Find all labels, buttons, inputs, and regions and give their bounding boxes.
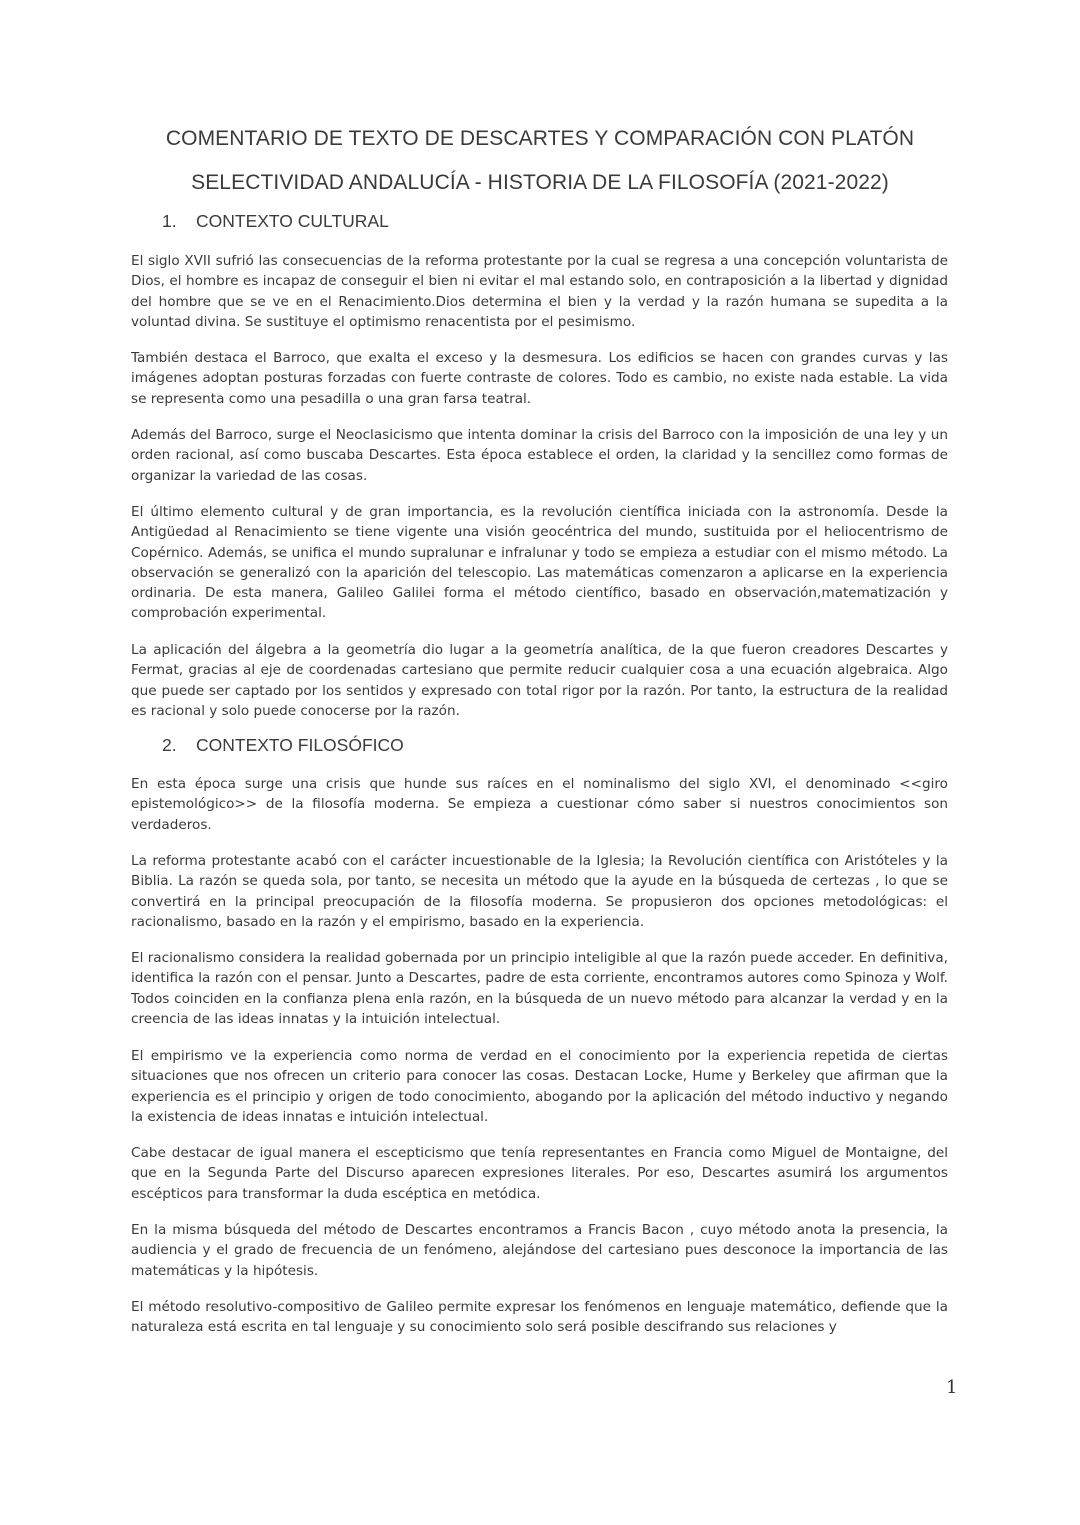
paragraph: El último elemento cultural y de gran importancia, es la revolución científica iniciada con la astronomía. Desde la Antigüedad al Renacimiento se tiene vigente una visión geocéntrica del mundo, sustituida por el heliocentrismo de Copérnico. Además, se unifica el mundo supralunar e infralunar y todo se empieza a estudiar con el mismo método. La observación se generalizó con la aparición del telescopio. Las matemáticas comenzaron a aplicarse en la experiencia ordinaria. De esta manera, Galileo Galilei forma el método científico, basado en observación,matematización y comprobación experimental. [131, 504, 948, 622]
paragraph: La aplicación del álgebra a la geometría dio lugar a la geometría analítica, de la que fueron creadores Descartes y Fermat, gracias al eje de coordenadas cartesiano que permite reducir cualquier cosa a una ecuación algebraica. Algo que puede ser captado por los sentidos y expresado con total rigor por la razón. Por tanto, la estructura de la realidad es racional y solo puede conocerse por la razón. [131, 642, 948, 719]
paragraph: En la misma búsqueda del método de Descartes encontramos a Francis Bacon , cuyo método anota la presencia, la audiencia y el grado de frecuencia de un fenómeno, alejándose del cartesiano pues desconoce la importancia de las matemáticas y la hipótesis. [131, 1222, 948, 1279]
page-number: 1 [946, 1377, 958, 1398]
paragraph: El racionalismo considera la realidad gobernada por un principio inteligible al que la razón puede acceder. En definitiva, identifica la razón con el pensar. Junto a Descartes, padre de esta corriente, encontramos autores como Spinoza y Wolf. Todos coinciden en la confianza plena enla razón, en la búsqueda de un nuevo método para alcanzar la verdad y en la creencia de las ideas innatas y la intuición intelectual. [131, 950, 948, 1027]
section-heading-contexto-cultural [162, 211, 389, 232]
section-title: CONTEXTO CULTURAL [196, 211, 389, 231]
paragraph: El método resolutivo-compositivo de Galileo permite expresar los fenómenos en lenguaje matemático, defiende que la naturaleza está escrita en tal lenguaje y su conocimiento solo será posible descifrando sus relaciones y [131, 1299, 948, 1336]
document-title: COMENTARIO DE TEXTO DE DESCARTES Y COMPARACIÓN CON PLATÓN [165, 127, 915, 150]
document-subtitle: SELECTIVIDAD ANDALUCÍA - HISTORIA DE LA FILOSOFÍA (2021-2022) [191, 171, 889, 194]
paragraph: Cabe destacar de igual manera el escepticismo que tenía representantes en Francia como Miguel de Montaigne, del que en la Segunda Parte del Discurso aparecen expresiones literales. Por eso, Descartes asumirá los argumentos escépticos para transformar la duda escéptica en metódica. [131, 1145, 948, 1202]
paragraph: Además del Barroco, surge el Neoclasicismo que intenta dominar la crisis del Barroco con la imposición de una ley y un orden racional, así como buscaba Descartes. Esta época establece el orden, la claridad y la sencillez como formas de organizar la variedad de las cosas. [131, 427, 948, 484]
paragraph: El siglo XVII sufrió las consecuencias de la reforma protestante por la cual se regresa a una concepción voluntarista de Dios, el hombre es incapaz de conseguir el bien ni evitar el mal estando solo, en contraposición a la libertad y dignidad del hombre que se ve en el Renacimiento.Dios determina el bien y la verdad y la razón humana se supedita a la voluntad divina. Se sustituye el optimismo renacentista por el pesimismo. [131, 253, 948, 330]
section-number: 2. [162, 735, 177, 755]
paragraph: También destaca el Barroco, que exalta el exceso y la desmesura. Los edificios se hacen con grandes curvas y las imágenes adoptan posturas forzadas con fuerte contraste de colores. Todo es cambio, no existe nada estable. La vida se representa como una pesadilla o una gran farsa teatral. [131, 350, 948, 407]
section-title: CONTEXTO FILOSÓFICO [196, 735, 404, 755]
paragraph: La reforma protestante acabó con el carácter incuestionable de la Iglesia; la Revolución científica con Aristóteles y la Biblia. La razón se queda sola, por tanto, se necesita un método que la ayude en la búsqueda de certezas , lo que se convertirá en la principal preocupación de la filosofía moderna. Se propusieron dos opciones metodológicas: el racionalismo, basado en la razón y el empirismo, basado en la experiencia. [131, 853, 948, 930]
section-number: 1. [162, 211, 177, 231]
section-heading-contexto-filosofico [162, 735, 404, 756]
paragraph: El empirismo ve la experiencia como norma de verdad en el conocimiento por la experiencia repetida de ciertas situaciones que nos ofrecen un criterio para conocer las cosas. Destacan Locke, Hume y Berkeley que afirman que la experiencia es el principio y origen de todo conocimiento, abogando por la aplicación del método inductivo y negando la existencia de ideas innatas e intuición intelectual. [131, 1048, 948, 1125]
paragraph: En esta época surge una crisis que hunde sus raíces en el nominalismo del siglo XVI, el denominado <<giro epistemológico>> de la filosofía moderna. Se empieza a cuestionar cómo saber si nuestros conocimientos son verdaderos. [131, 776, 948, 833]
